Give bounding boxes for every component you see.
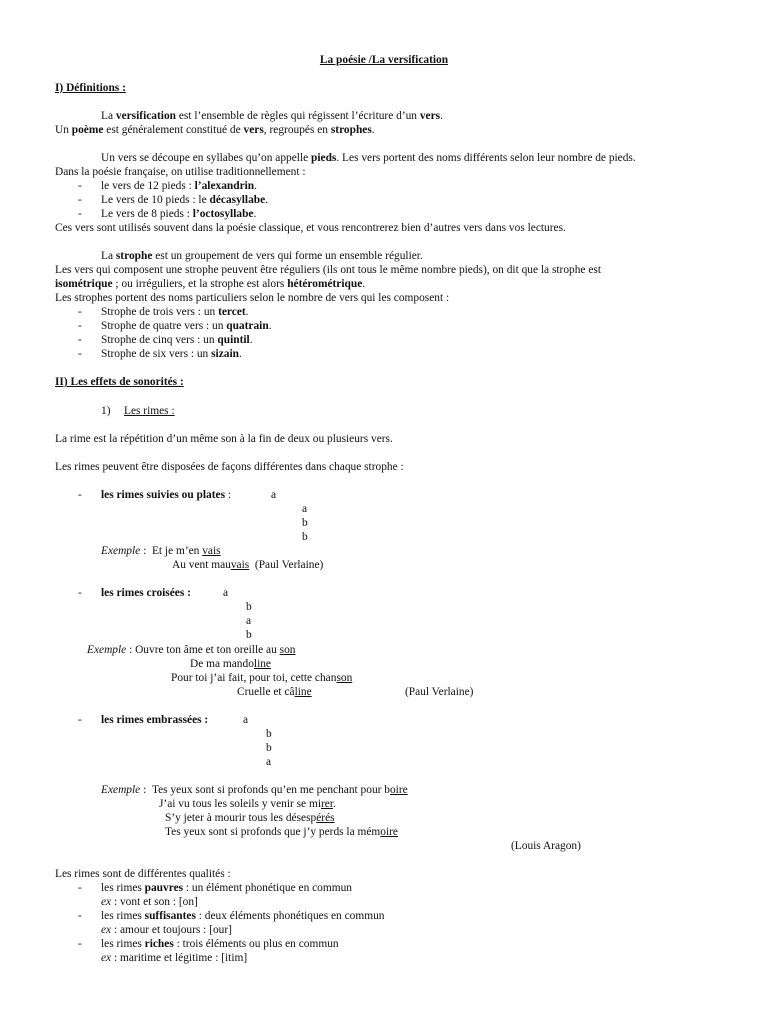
list-bullet: -	[78, 208, 82, 220]
rhyme-scheme-letter: b	[302, 531, 308, 543]
list-bullet: -	[78, 938, 82, 950]
example-line: Cruelle et câline	[237, 686, 312, 698]
rhyme-scheme-letter: a	[266, 756, 272, 768]
paragraph-pieds: Un vers se découpe en syllabes qu’on appelle pieds. Les vers portent des noms différents selon leur nombre de pieds.	[101, 152, 636, 164]
example-line: J’ai vu tous les soleils y venir se mirer.	[159, 798, 336, 810]
rimes-embrassees-label: les rimes embrassées :	[101, 714, 209, 726]
list-item-quatrain: Strophe de quatre vers : un quatrain.	[101, 320, 272, 332]
example-rimes-riches: ex : maritime et légitime : [itim]	[101, 952, 248, 964]
rhyme-scheme-letter: a	[246, 615, 252, 627]
list-bullet: -	[78, 882, 82, 894]
rhyme-scheme-letter: a	[271, 489, 277, 501]
paragraph-rime-definition: La rime est la répétition d’un même son à la fin de deux ou plusieurs vers.	[55, 433, 393, 445]
list-bullet: -	[78, 334, 82, 346]
rhyme-scheme-letter: b	[266, 728, 272, 740]
subsection-heading-rimes: Les rimes :	[124, 405, 175, 417]
paragraph-isometrique: isométrique ; ou irréguliers, et la strophe est alors hétérométrique.	[55, 278, 366, 290]
list-bullet: -	[78, 306, 82, 318]
rhyme-scheme-letter: b	[266, 742, 272, 754]
example-rimes-pauvres: ex : vont et son : [on]	[101, 896, 198, 908]
list-bullet: -	[78, 194, 82, 206]
example-author: (Louis Aragon)	[511, 840, 581, 852]
paragraph-poeme: Un poème est généralement constitué de vers, regroupés en strophes.	[55, 124, 375, 136]
example-line: Au vent mauvais (Paul Verlaine)	[172, 559, 324, 571]
section-heading-definitions: I) Définitions :	[55, 82, 126, 94]
list-item-octosyllabe: Le vers de 8 pieds : l’octosyllabe.	[101, 208, 257, 220]
rhyme-scheme-letter: b	[246, 629, 252, 641]
list-item-rimes-suffisantes: les rimes suffisantes : deux éléments phonétiques en commun	[101, 910, 385, 922]
example-line: Pour toi j’ai fait, pour toi, cette chanson	[171, 672, 353, 684]
list-item-tercet: Strophe de trois vers : un tercet.	[101, 306, 249, 318]
page-title: La poésie /La versification	[319, 54, 449, 66]
paragraph-noms-strophes: Les strophes portent des noms particuliers selon le nombre de vers qui les composent :	[55, 292, 450, 304]
section-heading-sonorites: II) Les effets de sonorités :	[55, 376, 184, 388]
paragraph-qualites: Les rimes sont de différentes qualités :	[55, 868, 231, 880]
example-line: Exemple : Tes yeux sont si profonds qu’en me penchant pour boire	[101, 784, 408, 796]
rimes-croisees-label: les rimes croisées :	[101, 587, 191, 599]
rhyme-scheme-letter: a	[223, 587, 229, 599]
list-bullet: -	[78, 180, 82, 192]
list-bullet: -	[78, 714, 82, 726]
list-item-sizain: Strophe de six vers : un sizain.	[101, 348, 242, 360]
rhyme-scheme-letter: b	[302, 517, 308, 529]
rimes-suivies-label: les rimes suivies ou plates :	[101, 489, 232, 501]
list-bullet: -	[78, 910, 82, 922]
rhyme-scheme-letter: b	[246, 601, 252, 613]
example-author: (Paul Verlaine)	[405, 686, 474, 698]
list-bullet: -	[78, 587, 82, 599]
paragraph-tradition: Dans la poésie française, on utilise traditionnellement :	[55, 166, 306, 178]
paragraph-strophe: La strophe est un groupement de vers qui forme un ensemble régulier.	[101, 250, 423, 262]
list-bullet: -	[78, 489, 82, 501]
paragraph-usage: Ces vers sont utilisés souvent dans la poésie classique, et vous rencontrerez bien d’autres vers dans vos lectures.	[55, 222, 566, 234]
rhyme-scheme-letter: a	[243, 714, 249, 726]
list-item-alexandrin: le vers de 12 pieds : l’alexandrin.	[101, 180, 257, 192]
example-line: Tes yeux sont si profonds que j’y perds la mémoire	[165, 826, 398, 838]
paragraph-versification: La versification est l’ensemble de règles qui régissent l’écriture d’un vers.	[101, 110, 443, 122]
list-item-quintil: Strophe de cinq vers : un quintil.	[101, 334, 253, 346]
subsection-number: 1)	[101, 405, 111, 417]
list-item-decasyllabe: Le vers de 10 pieds : le décasyllabe.	[101, 194, 269, 206]
example-line: S’y jeter à mourir tous les désespérés	[165, 812, 335, 824]
paragraph-reguliers: Les vers qui composent une strophe peuvent être réguliers (ils ont tous le même nombre pieds), on dit que la strophe est	[55, 264, 601, 276]
example-line: Exemple : Ouvre ton âme et ton oreille au son	[87, 644, 296, 656]
example-rimes-suffisantes: ex : amour et toujours : [our]	[101, 924, 232, 936]
list-bullet: -	[78, 348, 82, 360]
example-line: Exemple : Et je m’en vais	[101, 545, 221, 557]
example-line: De ma mandoline	[190, 658, 271, 670]
list-item-rimes-pauvres: les rimes pauvres : un élément phonétique en commun	[101, 882, 352, 894]
rhyme-scheme-letter: a	[302, 503, 308, 515]
paragraph-dispositions: Les rimes peuvent être disposées de façons différentes dans chaque strophe :	[55, 461, 404, 473]
list-bullet: -	[78, 320, 82, 332]
list-item-rimes-riches: les rimes riches : trois éléments ou plus en commun	[101, 938, 339, 950]
